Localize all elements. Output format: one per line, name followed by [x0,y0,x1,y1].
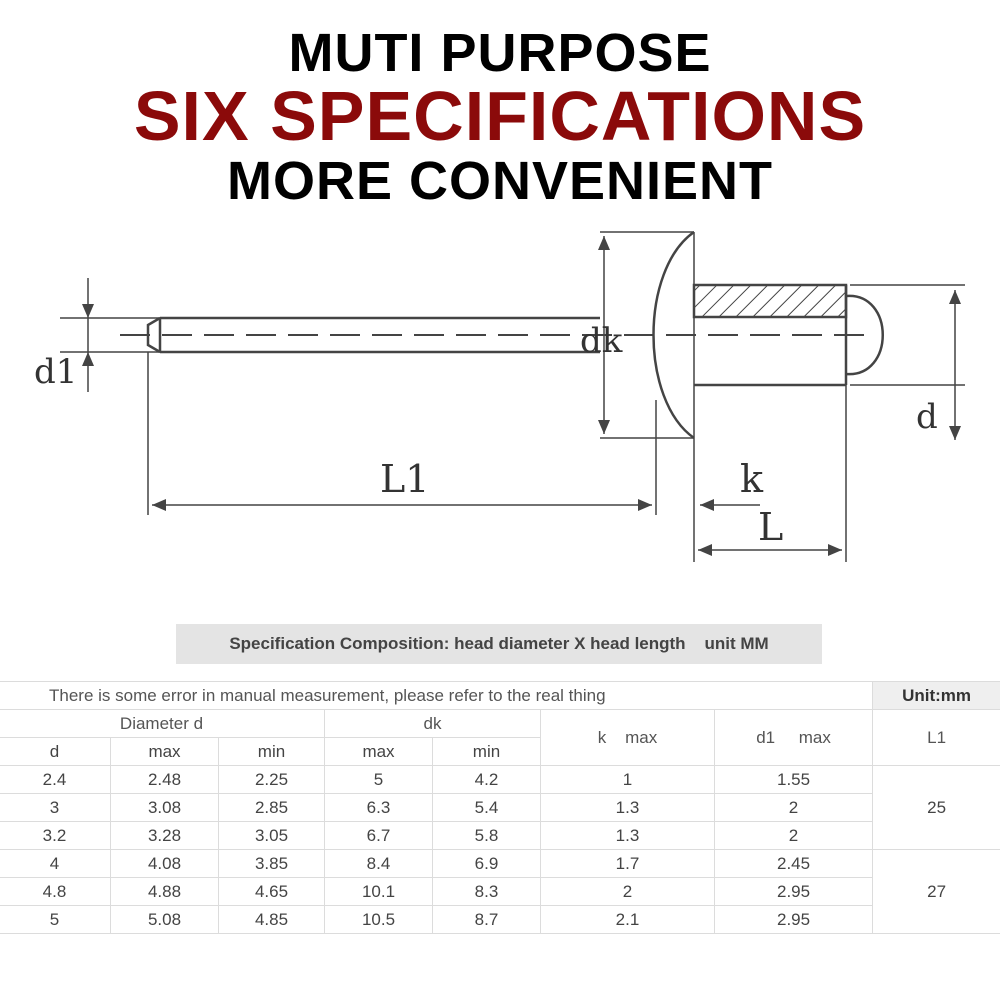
cell-d-min: 4.85 [219,906,325,934]
header-diameter: Diameter d [0,710,325,738]
cell-d-min: 2.85 [219,794,325,822]
cell-d: 2.4 [0,766,111,794]
spec-table [0,681,1000,934]
cell-dk-min: 8.3 [433,878,541,906]
unit-label: Unit:mm [873,682,1000,710]
cell-d-max: 3.28 [111,822,219,850]
cell-d1-max: 2 [715,822,873,850]
cell-k-max: 1.3 [541,822,715,850]
label-L1: L1 [380,457,430,501]
label-d1: d1 [34,352,78,392]
cell-d-min: 3.85 [219,850,325,878]
header-d1-max: d1 max [715,710,873,766]
cell-dk-max: 6.7 [325,822,433,850]
label-d: d [916,397,938,437]
cell-d: 3 [0,794,111,822]
cell-d: 4.8 [0,878,111,906]
cell-d-max: 4.88 [111,878,219,906]
header-k-max: k max [541,710,715,766]
subheader-d: d [0,738,111,766]
cell-d1-max: 1.55 [715,766,873,794]
cell-dk-max: 5 [325,766,433,794]
table-row [0,794,1000,822]
table-row [0,822,1000,850]
cell-L1-group2: 27 [873,850,1000,934]
table-row [0,850,1000,878]
cell-L1-group1: 25 [873,766,1000,850]
header-dk: dk [325,710,541,738]
label-k: k [740,457,764,501]
cell-d1-max: 2.95 [715,906,873,934]
table-row [0,906,1000,934]
rivet-body-hatched [694,285,846,317]
cell-d-max: 3.08 [111,794,219,822]
spec-composition-banner: Specification Composition: head diameter X head length unit MM [176,624,822,664]
cell-dk-max: 8.4 [325,850,433,878]
cell-k-max: 1.7 [541,850,715,878]
headline-six-specifications: SIX SPECIFICATIONS [133,77,867,155]
measurement-note: There is some error in manual measurement, please refer to the real thing [0,682,873,710]
headline-muti-purpose: MUTI PURPOSE [288,23,712,83]
cell-d1-max: 2.45 [715,850,873,878]
cell-d: 3.2 [0,822,111,850]
header-L1: L1 [873,710,1000,766]
table-row [0,878,1000,906]
cell-dk-min: 8.7 [433,906,541,934]
cell-d: 4 [0,850,111,878]
cell-dk-min: 4.2 [433,766,541,794]
cell-d-min: 4.65 [219,878,325,906]
subheader-d-min: min [219,738,325,766]
cell-d-min: 3.05 [219,822,325,850]
label-L: L [758,505,784,549]
cell-k-max: 1.3 [541,794,715,822]
headline-more-convenient: MORE CONVENIENT [226,151,774,211]
subheader-d-max: max [111,738,219,766]
rivet-dimension-diagram [0,220,1000,590]
cell-d-min: 2.25 [219,766,325,794]
cell-d: 5 [0,906,111,934]
cell-d-max: 5.08 [111,906,219,934]
cell-dk-max: 10.5 [325,906,433,934]
cell-d-max: 2.48 [111,766,219,794]
subheader-dk-max: max [325,738,433,766]
cell-dk-min: 6.9 [433,850,541,878]
cell-dk-max: 6.3 [325,794,433,822]
subheader-dk-min: min [433,738,541,766]
table-row [0,766,1000,794]
cell-d1-max: 2 [715,794,873,822]
cell-dk-min: 5.4 [433,794,541,822]
cell-k-max: 2 [541,878,715,906]
cell-k-max: 2.1 [541,906,715,934]
cell-d1-max: 2.95 [715,878,873,906]
cell-dk-min: 5.8 [433,822,541,850]
cell-d-max: 4.08 [111,850,219,878]
cell-k-max: 1 [541,766,715,794]
cell-dk-max: 10.1 [325,878,433,906]
label-dk: dk [580,321,623,361]
